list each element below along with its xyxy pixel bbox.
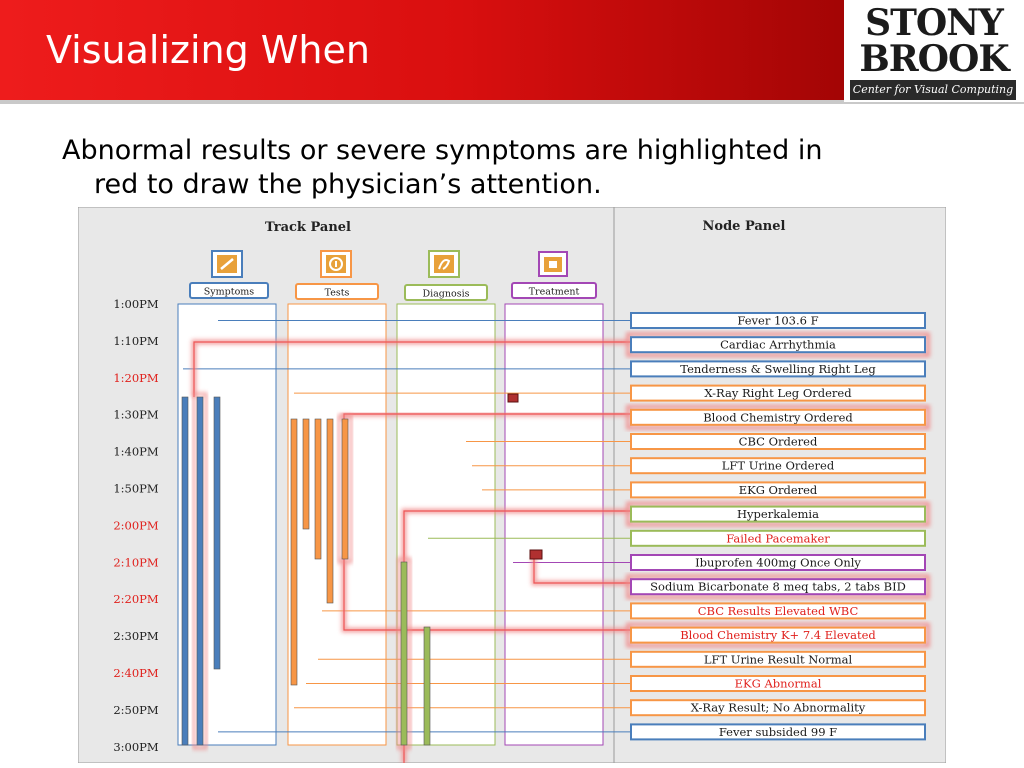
stony-brook-logo [844,0,1024,102]
time-label: 1:20PM [113,370,159,385]
logo-line1: STONY [865,2,1003,44]
node-label: Fever subsided 99 F [718,724,838,739]
treatment-icon [539,252,567,276]
treatment-marker[interactable] [508,394,518,402]
treatment-column [505,304,603,745]
slide-title: Visualizing When [46,28,370,72]
duration-bar[interactable] [214,397,220,669]
node-label: Failed Pacemaker [726,531,830,546]
node-label: X-Ray Right Leg Ordered [704,386,852,401]
diagnosis-column [397,304,495,745]
bullet-line-2: red to draw the physician’s attention. [94,169,602,200]
track-label-tests: Tests [324,287,350,299]
time-label: 1:10PM [113,333,159,348]
track-label-diagnosis: Diagnosis [422,288,470,300]
logo-subtitle: Center for Visual Computing [850,80,1016,100]
node-label: EKG Ordered [738,482,818,497]
duration-bar[interactable] [401,562,407,745]
node-label: Blood Chemistry Ordered [703,410,853,425]
node-label: CBC Results Elevated WBC [697,603,859,618]
time-label: 2:10PM [113,555,159,570]
diagnosis-icon [429,251,459,277]
duration-bar[interactable] [327,419,333,603]
timeline-figure [78,207,946,763]
symptoms-icon [212,251,242,277]
time-label: 2:40PM [113,666,159,680]
node-label: Sodium Bicarbonate 8 meq tabs, 2 tabs BID [650,579,906,594]
time-label: 1:00PM [113,297,159,311]
duration-bar[interactable] [424,627,430,745]
time-label: 2:50PM [113,702,159,717]
node-label: CBC Ordered [738,434,818,449]
bullet-text [62,134,982,202]
node-label: LFT Urine Result Normal [703,652,853,667]
node-label: Blood Chemistry K+ 7.4 Elevated [680,628,876,643]
node-panel-title: Node Panel [702,219,786,234]
node-label: Hyperkalemia [737,507,819,522]
duration-bar[interactable] [315,419,321,559]
time-label: 2:30PM [113,629,159,644]
node-label: Cardiac Arrhythmia [720,337,836,352]
node-label: X-Ray Result; No Abnormality [690,700,866,715]
duration-bar[interactable] [197,397,203,745]
track-label-treatment: Treatment [528,286,580,298]
node-label: Ibuprofen 400mg Once Only [695,555,861,570]
node-label: Tenderness & Swelling Right Leg [680,361,876,376]
duration-bar[interactable] [303,419,309,529]
time-label: 1:40PM [113,444,159,459]
timeline-diagram [78,207,946,763]
node-label: Fever 103.6 F [737,313,819,328]
node-label: LFT Urine Ordered [721,458,835,473]
duration-bar[interactable] [291,419,297,685]
bullet-line-1: Abnormal results or severe symptoms are highlighted in [62,135,823,166]
duration-bar[interactable] [182,397,188,745]
tests-icon [321,251,351,277]
treatment-marker[interactable] [530,550,542,559]
time-label: 2:20PM [113,592,159,607]
track-label-symptoms: Symptoms [203,286,255,298]
track-panel-title: Track Panel [265,220,351,235]
time-label: 1:30PM [113,407,159,422]
time-label: 1:50PM [113,481,159,496]
node-label: EKG Abnormal [734,676,822,691]
duration-bar[interactable] [342,419,348,559]
logo-line2: BROOK [859,38,1009,80]
time-label: 2:00PM [113,518,159,533]
time-label: 3:00PM [113,739,159,754]
